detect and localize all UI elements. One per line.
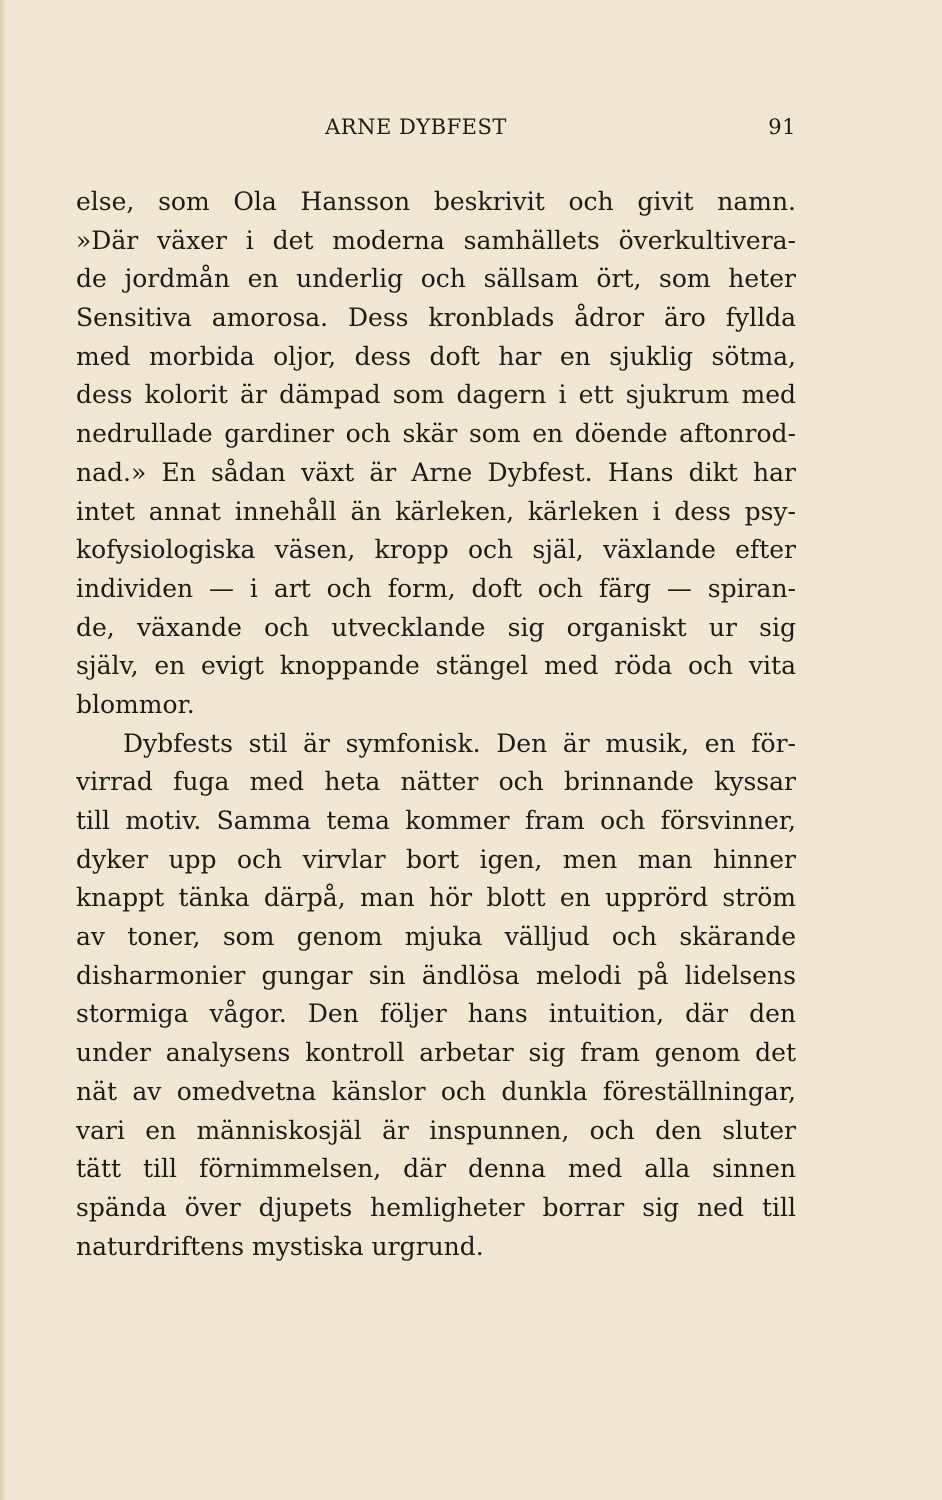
paragraph-start-line: Dybfests stil är symfonisk. Den är musik, en för- [123, 728, 796, 758]
text-line: else, som Ola Hansson beskrivit och givit namn. [76, 187, 796, 216]
text-line: med morbida oljor, dess doft har en sjuklig sötma, [76, 341, 796, 371]
text-line: till motiv. Samma tema kommer fram och försvinner, [76, 806, 796, 835]
text-line: kofysiologiska väsen, kropp och själ, växlande efter [76, 535, 796, 565]
text-line: spända över djupets hemligheter borrar sig ned till [76, 1192, 796, 1222]
text-line: nedrullade gardiner och skär som en döende aftonrod- [76, 419, 796, 449]
text-line: »Där växer i det moderna samhällets överkultivera- [76, 225, 796, 255]
text-line: knappt tänka därpå, man hör blott en upprörd ström [76, 883, 796, 913]
running-head: ARNE DYBFEST [325, 115, 507, 139]
page-header [76, 115, 796, 151]
text-line: nät av omedvetna känslor och dunkla föreställningar, [76, 1076, 796, 1106]
text-line: de, växande och utvecklande sig organiskt ur sig [76, 612, 796, 642]
paragraph-end-line: blommor. [76, 689, 195, 719]
text-line: Sensitiva amorosa. Dess kronblads ådror äro fyllda [76, 303, 796, 333]
page-edge [0, 0, 6, 1500]
text-line: tätt till förnimmelsen, där denna med alla sinnen [76, 1154, 796, 1184]
paragraph-end-line: naturdriftens mystiska urgrund. [76, 1231, 484, 1261]
text-line: intet annat innehåll än kärleken, kärleken i dess psy- [76, 496, 796, 526]
page-number: 91 [768, 115, 796, 139]
text-line: de jordmån en underlig och sällsam ört, som heter [76, 264, 796, 294]
text-line: nad.» En sådan växt är Arne Dybfest. Hans dikt har [76, 457, 796, 487]
body-text [76, 183, 796, 1266]
text-line: dess kolorit är dämpad som dagern i ett sjukrum med [76, 380, 796, 410]
text-line: vari en människosjäl är inspunnen, och den sluter [76, 1115, 796, 1145]
text-line: under analysens kontroll arbetar sig fram genom det [76, 1038, 796, 1068]
text-line: virrad fuga med heta nätter och brinnande kyssar [76, 767, 796, 797]
text-line: av toner, som genom mjuka välljud och skärande [76, 922, 796, 952]
text-line: själv, en evigt knoppande stängel med röda och vita [76, 651, 796, 681]
text-line: disharmonier gungar sin ändlösa melodi på lidelsens [76, 960, 796, 990]
text-line: stormiga vågor. Den följer hans intuition, där den [76, 999, 796, 1029]
text-line: dyker upp och virvlar bort igen, men man hinner [76, 844, 796, 874]
text-line: individen — i art och form, doft och färg — spiran- [76, 573, 796, 603]
